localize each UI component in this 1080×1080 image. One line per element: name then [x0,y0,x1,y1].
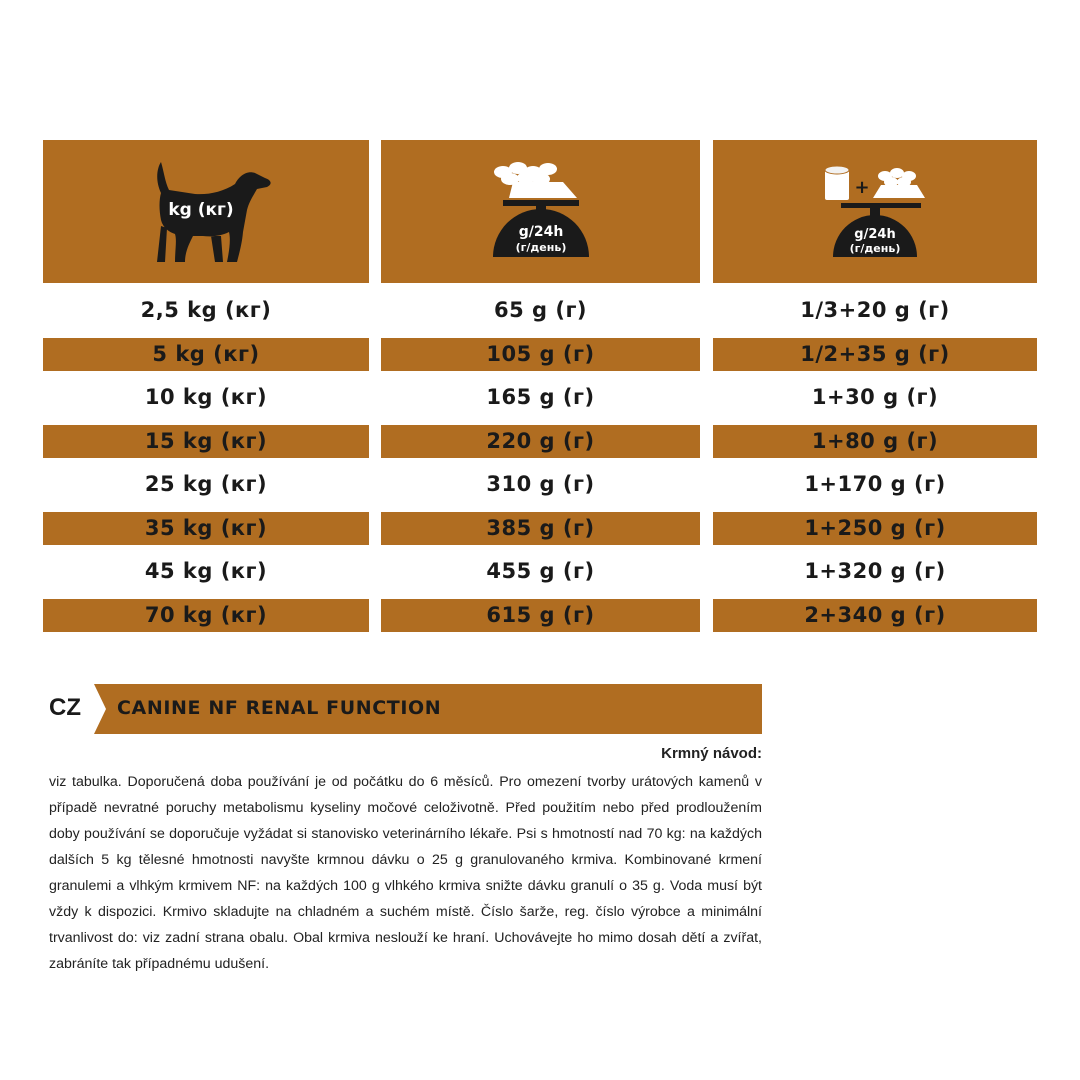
table-cell-mix: 1+170 g (г) [804,472,946,496]
table-cell-dry: 165 g (г) [486,385,595,409]
table-cell-weight: 2,5 kg (кг) [140,298,272,322]
table-cell-weight: 70 kg (кг) [43,599,369,632]
table-cell-mix: 1+80 g (г) [713,425,1037,458]
table-cell-mix: 1+320 g (г) [804,559,946,583]
table-cell-mix: 1/3+20 g (г) [800,298,950,322]
table-cell-dry: 455 g (г) [486,559,595,583]
header-weight-cell [43,140,369,283]
header-dry-cell [381,140,700,283]
table-cell-weight: 15 kg (кг) [43,425,369,458]
table-cell-mix: 2+340 g (г) [713,599,1037,632]
table-cell-dry: 220 g (г) [381,425,700,458]
table-cell-weight: 5 kg (кг) [43,338,369,371]
feeding-guide-label: Krmný návod: [661,745,762,762]
dry-header-sublabel: (г/день) [515,241,567,254]
language-code: CZ [49,694,81,721]
table-cell-mix: 1+30 g (г) [811,385,939,409]
header-mix-cell [713,140,1037,283]
plus-sign: + [854,177,870,198]
mix-header-sublabel: (г/день) [849,242,901,255]
table-cell-weight: 25 kg (кг) [144,472,268,496]
table-cell-dry: 615 g (г) [381,599,700,632]
section-title: CANINE NF RENAL FUNCTION [117,697,442,719]
feeding-instructions-text: viz tabulka. Doporučená doba používání je od počátku do 6 měsíců. Pro omezení tvorby urátových kamenů v případě nevratné poruchy metabolismu kyseliny močové celoživotně. Před použitím nebo před prodloužením doby používání se doporučuje vyžádat si stanovisko veterinárního lékaře. Psi s hmotností nad 70 kg: na každých dalších 5 kg tělesné hmotnosti navyšte krmnou dávku o 25 g granulovaného krmiva. Kombinované krmení granulemi a vlhkým krmivem NF: na každých 100 g vlhkého krmiva snižte dávku granulí o 35 g. Voda musí být vždy k dispozici. Krmivo skladujte na chladném a suchém místě. Číslo šarže, reg. číslo výrobce a minimální trvanlivost do: viz zadní strana obalu. Obal krmiva neslouží ke hraní. Uchovávejte ho mimo dosah dětí a zvířat, zabráníte tak případnému udušení. [49,774,762,972]
table-cell-dry: 65 g (г) [493,298,588,322]
dog-icon [43,140,369,283]
table-cell-dry: 310 g (г) [486,472,595,496]
table-cell-mix: 1+250 g (г) [713,512,1037,545]
table-cell-weight: 35 kg (кг) [43,512,369,545]
weight-header-label: kg (кг) [168,200,234,220]
table-cell-dry: 385 g (г) [381,512,700,545]
food-bowl-icon [873,168,925,198]
table-cell-mix: 1/2+35 g (г) [713,338,1037,371]
dry-header-label: g/24h [518,224,564,240]
can-icon [825,166,849,200]
table-cell-dry: 105 g (г) [381,338,700,371]
table-cell-weight: 45 kg (кг) [144,559,268,583]
mix-header-label: g/24h [854,227,896,242]
table-cell-weight: 10 kg (кг) [144,385,268,409]
food-bowl-icon [494,162,577,198]
